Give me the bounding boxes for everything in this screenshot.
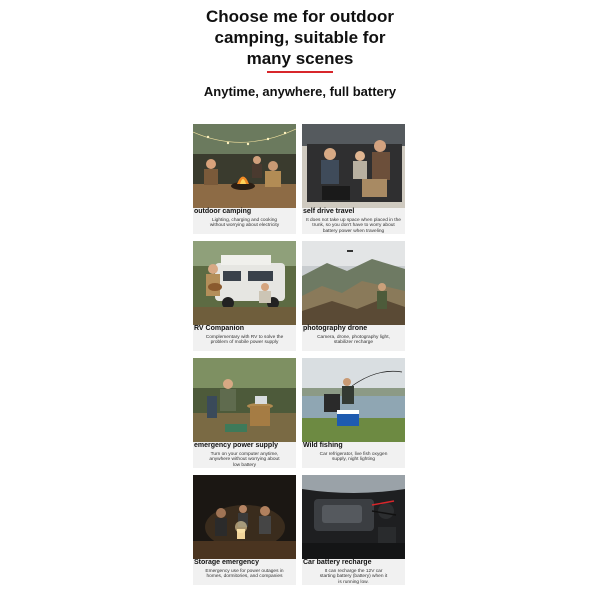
card-title: photography drone <box>303 325 368 332</box>
scenario-card-wild-fishing <box>302 358 405 468</box>
dark-room-lamp-photo <box>193 475 296 559</box>
campfire-photo <box>193 124 296 208</box>
scenario-card-emergency-power-supply <box>193 358 296 468</box>
scenario-card-car-battery-recharge <box>302 475 405 585</box>
card-title: Wild fishing <box>303 442 343 449</box>
car-trunk-family-photo <box>302 124 405 208</box>
scenario-card-storage-emergency <box>193 475 296 585</box>
card-description: Camera, drone, photography light, stabilizer recharge <box>317 335 390 346</box>
card-title: outdoor camping <box>194 208 252 215</box>
card-description: Emergency use for power outages in homes, dormitories, and companies <box>205 569 284 580</box>
card-title: Storage emergency <box>194 559 259 566</box>
scenario-card-photography-drone <box>302 241 405 351</box>
page-subtitle: Anytime, anywhere, full battery <box>203 84 397 99</box>
mountain-drone-photo <box>302 241 405 325</box>
card-title: Car battery recharge <box>303 559 372 566</box>
scenario-card-rv-companion <box>193 241 296 351</box>
card-description: Lighting, charging and cooking without worrying about electricity <box>209 218 280 229</box>
title-divider <box>267 71 333 73</box>
card-description: Complementary with RV to solve the problem of mobile power supply <box>205 335 284 346</box>
rv-guitar-photo <box>193 241 296 325</box>
car-engine-photo <box>302 475 405 559</box>
card-title: emergency power supply <box>194 442 279 449</box>
card-title: self drive travel <box>303 208 355 215</box>
card-description: Car refrigerator, live fish oxygen supply, night lighting <box>319 452 388 463</box>
card-description: It can recharge the 12V car starting battery (battery) when it is running low. <box>319 569 388 585</box>
card-description: Turn on your computer anytime, anywhere without worrying about low battery <box>209 452 280 468</box>
page-title: Choose me for outdoor camping, suitable for many scenes <box>206 7 394 68</box>
card-title: RV Companion <box>194 325 245 332</box>
scenario-grid <box>193 124 405 584</box>
laptop-outdoors-photo <box>193 358 296 442</box>
fishing-lake-photo <box>302 358 405 442</box>
scenario-card-self-drive-travel <box>302 124 405 234</box>
scenario-card-outdoor-camping <box>193 124 296 234</box>
card-description: It does not take up space when placed in the trunk, so you don't have to worry about battery power when traveling <box>306 218 401 234</box>
